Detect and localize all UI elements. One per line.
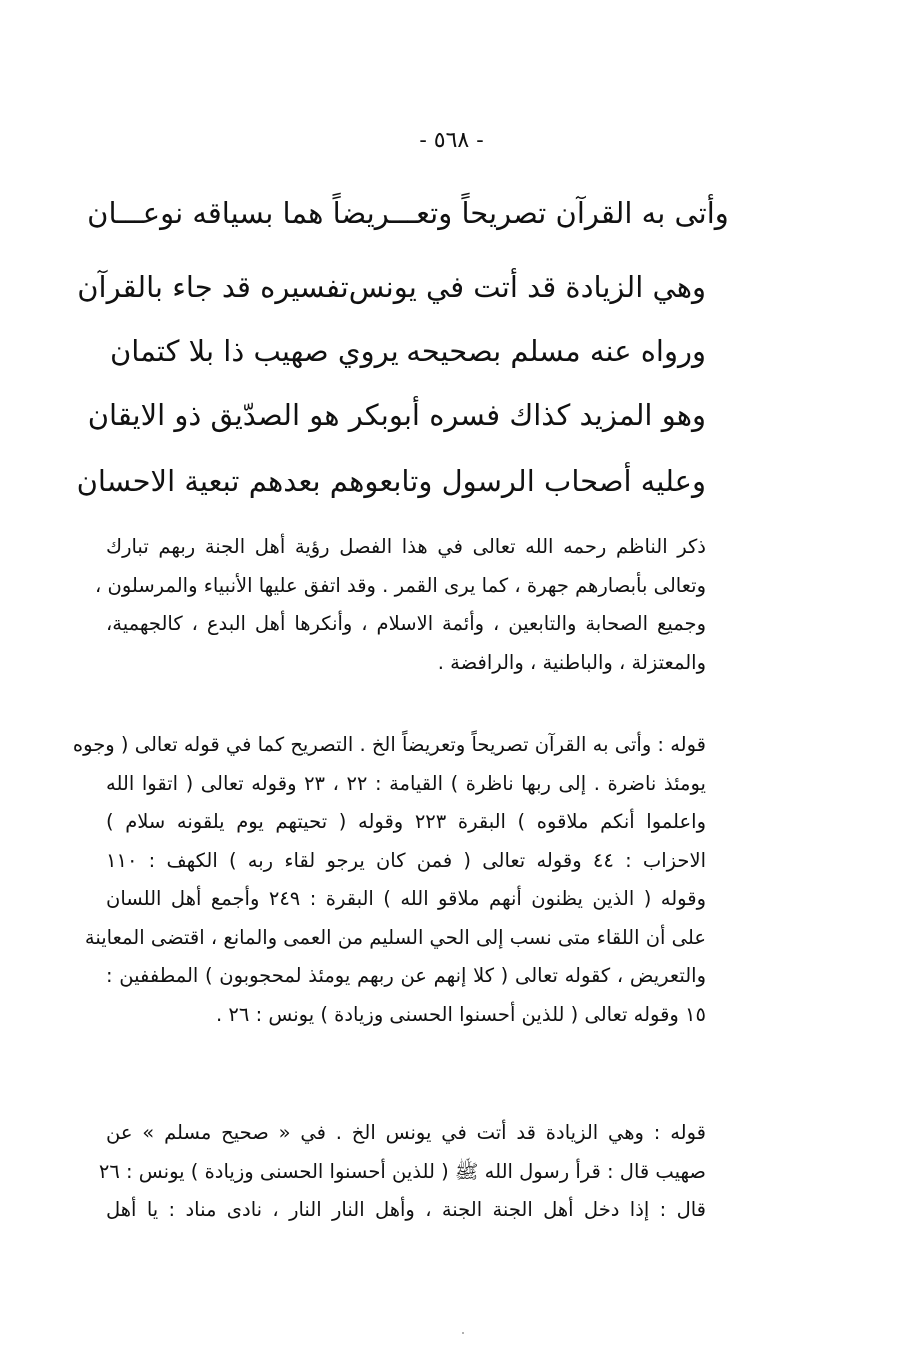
text-line: وتعالى بأبصارهم جهرة ، كما يرى القمر . وقد اتفق عليها الأنبياء والمرسلون ، — [95, 573, 706, 597]
commentary-paragraph-3 — [98, 1114, 706, 1230]
text-line: قال : إذا دخل أهل الجنة الجنة ، وأهل النار النار ، نادى مناد : يا أهل — [106, 1198, 706, 1221]
text-line: قوله : وهي الزيادة قد أتت في يونس الخ . في « صحيح مسلم » عن — [106, 1121, 706, 1144]
print-speck — [462, 1332, 464, 1334]
text-line: والمعتزلة ، والباطنية ، والرافضة . — [437, 650, 706, 674]
text-line: وجميع الصحابة والتابعين ، وأئمة الاسلام ، وأنكرها أهل البدع ، كالجهمية، — [106, 612, 706, 635]
text-line: ذكر الناظم رحمه الله تعالى في هذا الفصل رؤية أهل الجنة ربهم تبارك — [106, 535, 706, 558]
verse-first-hemistich: وعليه أصحاب الرسول وتابعو — [364, 464, 706, 498]
text-line: على أن اللقاء متى نسب إلى الحي السليم من العمى والمانع ، اقتضى المعاينة — [84, 925, 706, 949]
text-line: واعلموا أنكم ملاقوه ) البقرة ٢٢٣ وقوله ( تحيتهم يوم يلقونه سلام ) — [106, 810, 706, 833]
verse-second-hemistich: هم بعدهم تبعية الاحسان — [76, 464, 365, 498]
text-line: ١٥ وقوله تعالى ( للذين أحسنوا الحسنى وزيادة ) يونس : ٢٦ . — [216, 1002, 706, 1026]
verse-second-hemistich: يروي صهيب ذا بلا كتمان — [110, 334, 399, 368]
verse-second-hemistich: بكر هو الصدّيق ذو الايقان — [87, 398, 389, 432]
commentary-paragraph-2 — [72, 726, 706, 1034]
verse-line-4 — [87, 390, 706, 440]
verse-second-hemistich: تفسيره قد جاء بالقرآن — [77, 270, 349, 304]
verse-line-3 — [110, 326, 706, 376]
text-line: قوله : وأتى به القرآن تصريحاً وتعريضاً الخ . التصريح كما في قوله تعالى ( وجوه — [72, 733, 706, 756]
verse-line-1 — [87, 188, 729, 238]
verse-first-hemistich: ورواه عنه مسلم بصحيحه — [406, 334, 706, 368]
text-line: الاحزاب : ٤٤ وقوله تعالى ( فمن كان يرجو لقاء ربه ) الكهف : ١١٠ — [106, 848, 706, 872]
text-line: والتعريض ، كقوله تعالى ( كلا إنهم عن ربهم يومئذ لمحجوبون ) المطففين : — [106, 964, 706, 987]
text-line: يومئذ ناضرة . إلى ربها ناظرة ) القيامة : ٢٢ ، ٢٣ وقوله تعالى ( اتقوا الله — [106, 771, 706, 795]
verse-first-hemistich: وهو المزيد كذاك فسره أبو — [388, 398, 706, 432]
text-line: وقوله ( الذين يظنون أنهم ملاقو الله ) البقرة : ٢٤٩ وأجمع أهل اللسان — [106, 887, 706, 910]
verse-line-5 — [76, 456, 706, 506]
text-line: صهيب قال : قرأ رسول الله ﷺ ( للذين أحسنوا الحسنى وزيادة ) يونس : ٢٦ — [98, 1159, 706, 1183]
verse-text: وأتى به القرآن تصريحاً وتعـــريضاً هما بسياقه نوعـــان — [87, 196, 729, 230]
page-number: - ٥٦٨ - — [419, 128, 484, 153]
commentary-paragraph-1 — [95, 528, 706, 682]
verse-first-hemistich: وهي الزيادة قد أتت في يونس — [348, 270, 706, 304]
verse-line-2 — [77, 262, 706, 312]
